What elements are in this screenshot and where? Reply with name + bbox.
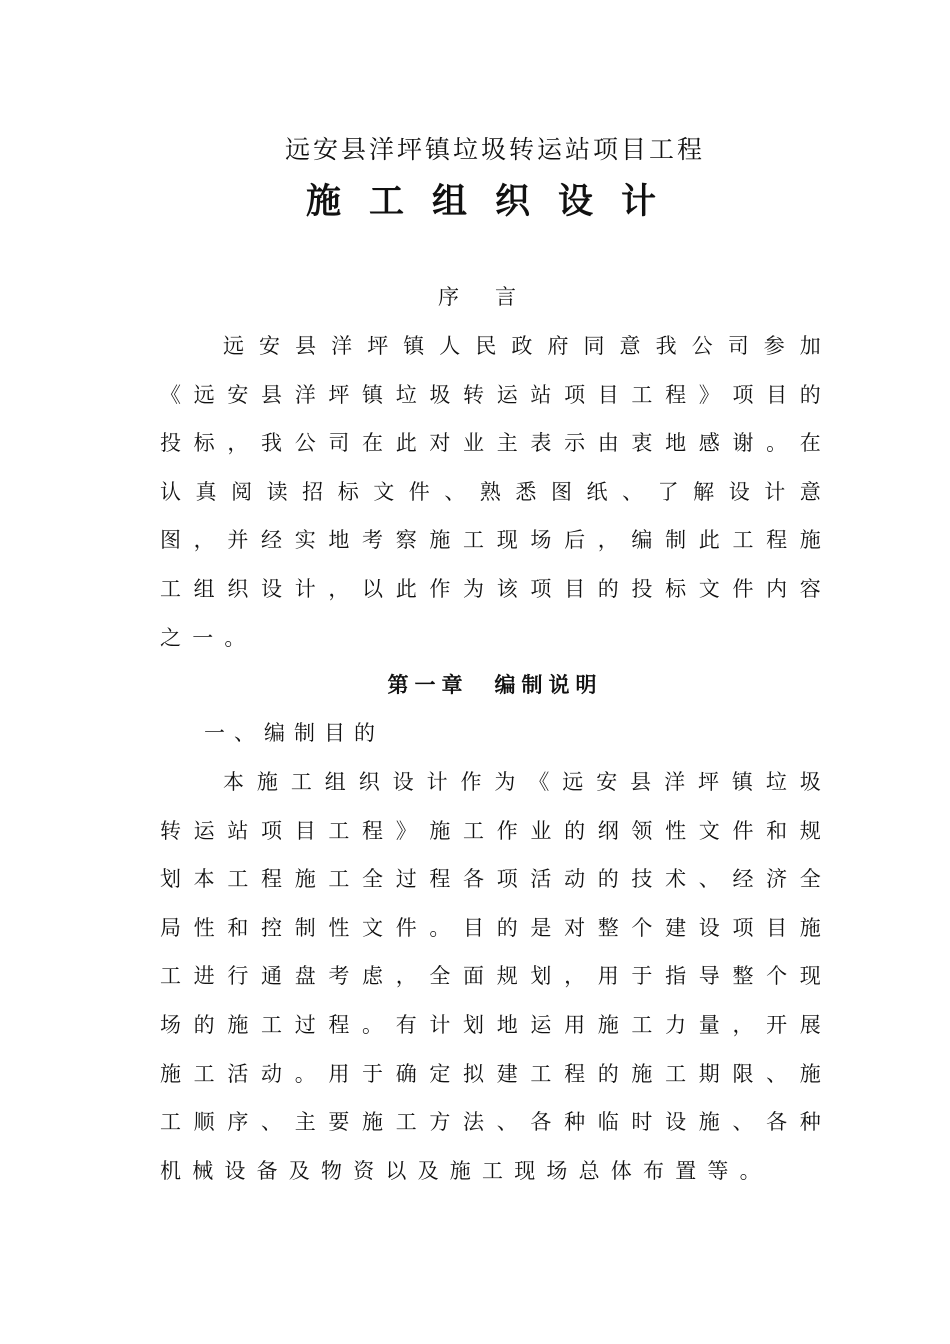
chapter-heading — [0, 668, 950, 702]
document-title: 施工组织设计 — [305, 181, 684, 222]
chapter-number: 第一章 — [387, 672, 469, 697]
document-subtitle: 远安县洋坪镇垃圾转运站项目工程 — [284, 135, 705, 164]
preface-heading: 序言 — [438, 285, 552, 309]
preface-paragraph: 远安县洋坪镇人民政府同意我公司参加《远安县洋坪镇垃圾转运站项目工程》项目的投标，我公司在此对业主表示由衷地感谢。在认真阅读招标文件、熟悉图纸、了解设计意图，并经实地考察施工现场后，编制此工程施工组织设计，以此作为该项目的投标文件内容之一。 — [160, 334, 832, 650]
section-heading: 一、编制目的 — [204, 721, 384, 745]
chapter-title: 编制说明 — [494, 672, 603, 697]
section-paragraph: 本施工组织设计作为《远安县洋坪镇垃圾转运站项目工程》施工作业的纲领性文件和规划本工程施工全过程各项活动的技术、经济全局性和控制性文件。目的是对整个建设项目施工进行通盘考虑，全面规划，用于指导整个现场的施工过程。有计划地运用施工力量，开展施工活动。用于确定拟建工程的施工期限、施工顺序、主要施工方法、各种临时设施、各种机械设备及物资以及施工现场总体布置等。 — [160, 770, 832, 1183]
